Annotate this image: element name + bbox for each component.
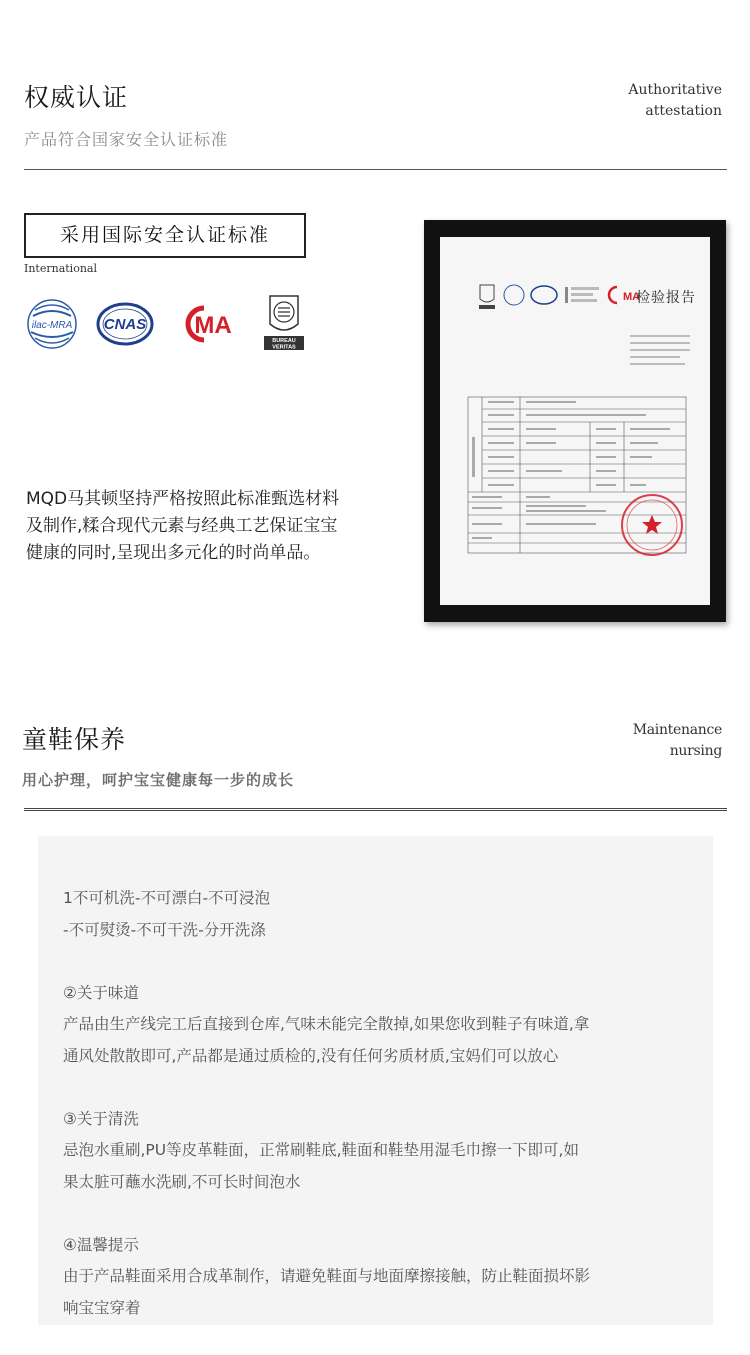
svg-text:VERITAS: VERITAS: [272, 344, 296, 351]
care-instructions: [63, 883, 683, 1324]
care-line: -不可熨烫-不可干洗-分开洗涤: [63, 920, 266, 939]
care-line: 由于产品鞋面采用合成革制作，请避免鞋面与地面摩擦接触，防止鞋面损坏影: [63, 1267, 591, 1285]
svg-text:MA: MA: [623, 291, 641, 303]
care-line: 产品由生产线完工后直接到仓库,气味未能完全散掉,如果您收到鞋子有味道,拿: [63, 1015, 590, 1033]
section-divider: [24, 808, 727, 811]
english-line: Maintenance: [632, 722, 722, 738]
certification-english-heading: [628, 80, 722, 122]
standard-badge-title: 采用国际安全认证标准: [24, 213, 306, 258]
certification-title: 权威认证: [24, 83, 129, 112]
care-line: 响宝宝穿着: [63, 1298, 141, 1317]
certificate-frame: [424, 220, 726, 622]
inspection-report-image: [440, 237, 710, 605]
svg-text:BUREAU: BUREAU: [272, 338, 296, 344]
logo-text: CNAS: [103, 316, 147, 333]
maintenance-subtitle: 用心护理，呵护宝宝健康每一步的成长: [22, 771, 295, 789]
care-line: 1不可机洗-不可漂白-不可浸泡: [63, 889, 271, 907]
maintenance-english-heading: [633, 720, 722, 762]
care-line: 通风处散散即可,产品都是通过质检的,没有任何劣质材质,宝妈们可以放心: [63, 1046, 559, 1065]
ilac-mra-logo-icon: [25, 298, 79, 350]
bureau-veritas-logo-icon: [262, 294, 306, 351]
care-instructions-panel: [38, 836, 713, 1325]
section-divider: [24, 169, 727, 170]
maintenance-title: 童鞋保养: [22, 725, 127, 754]
cnas-logo-icon: [96, 298, 154, 350]
care-heading: ②关于味道: [63, 983, 139, 1002]
international-caption: International: [24, 262, 97, 275]
english-line: nursing: [669, 743, 722, 759]
cma-logo-icon: [174, 298, 240, 350]
logo-text: ilac-MRA: [31, 320, 73, 331]
care-line: 忌泡水重刷,PU等皮革鞋面，正常刷鞋底,鞋面和鞋垫用湿毛巾擦一下即可,如: [63, 1141, 579, 1159]
logo-text: MA: [194, 312, 232, 339]
care-line: 果太脏可蘸水洗刷,不可长时间泡水: [63, 1172, 301, 1191]
report-title: 检验报告: [636, 290, 696, 306]
english-line: Authoritative: [628, 82, 722, 98]
certification-subtitle: 产品符合国家安全认证标准: [24, 130, 229, 149]
certification-description: MQD马其顿坚持严格按照此标准甄选材料及制作,糅合现代元素与经典工艺保证宝宝健康的同时,呈现出多元化的时尚单品。: [26, 489, 340, 563]
care-heading: ④温馨提示: [63, 1235, 139, 1254]
english-line: attestation: [645, 103, 722, 119]
care-heading: ③关于清洗: [63, 1109, 139, 1128]
